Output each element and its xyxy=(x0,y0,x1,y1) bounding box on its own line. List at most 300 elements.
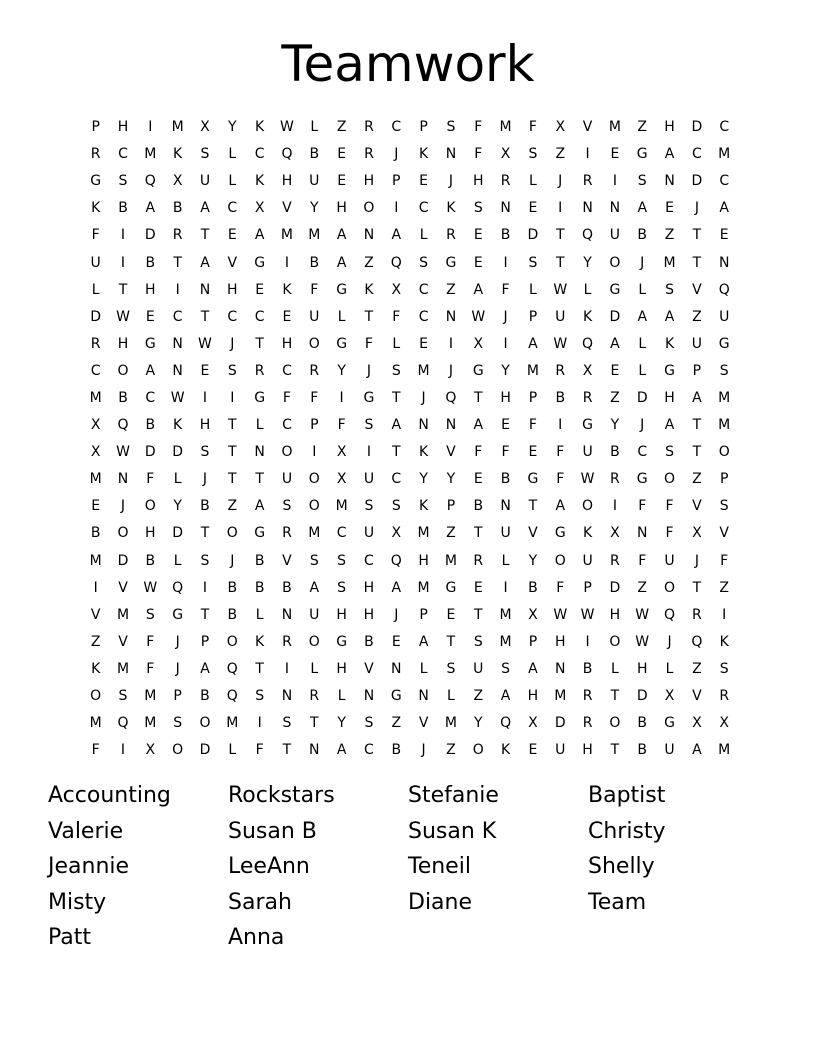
grid-letter: I xyxy=(284,660,290,677)
grid-letter: H xyxy=(554,633,566,650)
grid-letter: R xyxy=(473,552,484,569)
grid-row xyxy=(82,249,738,276)
grid-letter: C xyxy=(145,389,156,406)
grid-letter: I xyxy=(503,254,508,271)
grid-letter: R xyxy=(254,362,265,379)
grid-letter: U xyxy=(309,308,320,325)
grid-letter: E xyxy=(610,146,620,163)
grid-letter: K xyxy=(446,200,456,217)
grid-letter: O xyxy=(308,498,320,515)
grid-letter: S xyxy=(446,660,456,677)
grid-letter: D xyxy=(144,444,156,461)
grid-row xyxy=(82,493,738,520)
grid-letter: K xyxy=(91,660,101,677)
grid-letter: L xyxy=(419,660,428,677)
grid-letter: G xyxy=(582,417,593,434)
grid-letter: R xyxy=(364,119,374,136)
grid-letter: F xyxy=(474,119,483,136)
grid-letter: P xyxy=(419,606,428,623)
grid-letter: J xyxy=(175,660,180,677)
grid-letter: Q xyxy=(390,552,402,569)
grid-letter: G xyxy=(144,335,156,352)
grid-letter: H xyxy=(336,660,347,677)
grid-letter: Q xyxy=(226,660,238,677)
grid-letter: C xyxy=(254,308,265,325)
grid-letter: B xyxy=(172,200,183,217)
grid-letter: R xyxy=(610,471,620,488)
grid-letter: N xyxy=(363,227,375,244)
grid-letter: Q xyxy=(500,715,512,732)
grid-letter: G xyxy=(636,146,648,163)
grid-letter: F xyxy=(282,389,291,406)
grid-letter: B xyxy=(582,660,593,677)
grid-letter: N xyxy=(391,660,402,677)
grid-letter: B xyxy=(473,498,484,515)
grid-letter: G xyxy=(336,281,348,298)
grid-letter: I xyxy=(722,606,727,623)
grid-letter: T xyxy=(446,633,456,650)
grid-letter: S xyxy=(337,552,347,569)
grid-letter: J xyxy=(202,471,208,488)
grid-letter: G xyxy=(445,579,457,596)
grid-letter: V xyxy=(692,498,702,515)
grid-letter: O xyxy=(144,498,156,515)
grid-letter: X xyxy=(336,444,347,461)
grid-letter: T xyxy=(200,227,210,244)
grid-letter: Z xyxy=(692,308,702,325)
grid-letter: B xyxy=(309,254,320,271)
grid-letter: S xyxy=(337,579,347,596)
grid-letter: L xyxy=(419,227,428,244)
grid-letter: J xyxy=(694,200,699,217)
grid-letter: L xyxy=(638,281,647,298)
grid-letter: H xyxy=(145,525,156,542)
grid-letter: S xyxy=(719,498,729,515)
grid-row xyxy=(82,168,738,195)
grid-letter: C xyxy=(282,417,292,434)
word-list-item: Shelly xyxy=(588,854,655,879)
grid-letter: M xyxy=(554,688,567,705)
page-title: Teamwork xyxy=(281,35,535,93)
grid-letter: B xyxy=(227,606,238,623)
grid-letter: I xyxy=(558,417,563,434)
grid-letter: C xyxy=(719,119,730,136)
grid-letter: J xyxy=(394,146,399,163)
grid-letter: Z xyxy=(90,633,101,650)
grid-letter: E xyxy=(719,227,729,244)
grid-letter: D xyxy=(609,308,621,325)
grid-letter: P xyxy=(419,119,428,136)
grid-row xyxy=(82,385,738,412)
word-list-item: Teneil xyxy=(408,854,471,879)
grid-letter: S xyxy=(419,254,429,271)
grid-letter: N xyxy=(172,335,183,352)
grid-letter: A xyxy=(391,579,402,596)
grid-letter: M xyxy=(89,389,102,406)
grid-letter: N xyxy=(555,660,566,677)
grid-letter: V xyxy=(528,525,538,542)
grid-letter: V xyxy=(118,579,128,596)
grid-letter: H xyxy=(582,742,593,759)
grid-letter: D xyxy=(90,308,102,325)
grid-letter: M xyxy=(663,254,676,271)
grid-letter: K xyxy=(173,146,183,163)
grid-letter: A xyxy=(692,742,702,759)
grid-letter: L xyxy=(255,606,264,623)
grid-letter: B xyxy=(555,389,566,406)
grid-letter: E xyxy=(419,335,429,352)
grid-letter: S xyxy=(364,498,374,515)
grid-letter: L xyxy=(255,417,264,434)
grid-letter: J xyxy=(120,498,126,515)
word-list-item: Jeannie xyxy=(48,854,130,879)
grid-letter: U xyxy=(473,660,484,677)
grid-letter: G xyxy=(336,335,348,352)
grid-letter: T xyxy=(310,715,319,732)
grid-letter: Z xyxy=(637,579,648,596)
grid-letter: M xyxy=(308,525,321,542)
grid-letter: F xyxy=(501,281,510,298)
grid-letter: D xyxy=(172,444,184,461)
grid-letter: C xyxy=(719,173,730,190)
grid-letter: A xyxy=(418,633,429,650)
grid-letter: T xyxy=(610,742,620,759)
grid-letter: F xyxy=(91,227,100,244)
grid-letter: N xyxy=(309,742,320,759)
grid-letter: T xyxy=(255,660,264,677)
grid-letter: U xyxy=(500,525,511,542)
grid-letter: G xyxy=(254,525,266,542)
grid-letter: U xyxy=(555,742,566,759)
grid-letter: E xyxy=(528,742,538,759)
grid-letter: W xyxy=(635,606,650,623)
grid-letter: C xyxy=(118,146,128,163)
grid-letter: B xyxy=(90,525,101,542)
grid-letter: B xyxy=(364,633,374,650)
grid-letter: S xyxy=(473,200,483,217)
grid-letter: B xyxy=(200,498,210,515)
grid-letter: D xyxy=(527,227,539,244)
grid-letter: U xyxy=(309,173,320,190)
grid-letter: M xyxy=(417,525,430,542)
grid-letter: R xyxy=(692,606,702,623)
word-list-item: Team xyxy=(588,889,647,915)
grid-letter: A xyxy=(473,417,484,434)
grid-letter: Y xyxy=(419,471,428,488)
word-list-item: LeeAnn xyxy=(228,854,310,879)
grid-letter: B xyxy=(145,552,156,569)
grid-letter: N xyxy=(281,606,293,623)
grid-letter: T xyxy=(610,688,620,705)
grid-letter: P xyxy=(692,362,702,379)
grid-letter: H xyxy=(363,579,375,596)
grid-row xyxy=(82,195,738,222)
grid-letter: C xyxy=(637,444,648,461)
grid-letter: I xyxy=(585,633,590,650)
grid-letter: S xyxy=(719,660,729,677)
grid-row xyxy=(82,222,738,249)
grid-letter: I xyxy=(612,173,617,190)
grid-letter: O xyxy=(90,688,102,705)
grid-letter: H xyxy=(281,173,293,190)
grid-letter: S xyxy=(309,552,319,569)
grid-letter: S xyxy=(200,146,210,163)
grid-letter: I xyxy=(394,200,399,217)
grid-letter: E xyxy=(473,227,483,244)
grid-letter: N xyxy=(609,200,621,217)
grid-letter: Q xyxy=(172,579,184,596)
grid-letter: H xyxy=(199,417,211,434)
grid-letter: G xyxy=(172,606,184,623)
grid-letter: N xyxy=(172,362,183,379)
grid-letter: L xyxy=(310,119,319,136)
grid-letter: A xyxy=(254,227,265,244)
grid-letter: U xyxy=(664,742,675,759)
grid-letter: H xyxy=(664,119,675,136)
grid-letter: V xyxy=(364,660,374,677)
grid-letter: C xyxy=(418,281,429,298)
word-search-grid xyxy=(82,114,738,764)
grid-letter: I xyxy=(230,389,235,406)
grid-letter: G xyxy=(90,173,102,190)
grid-letter: K xyxy=(255,633,265,650)
grid-letter: G xyxy=(664,362,675,379)
grid-letter: R xyxy=(582,715,593,732)
grid-letter: X xyxy=(719,715,729,732)
grid-letter: F xyxy=(556,471,565,488)
grid-letter: U xyxy=(555,308,566,325)
grid-letter: E xyxy=(145,308,155,325)
grid-letter: S xyxy=(528,254,538,271)
grid-letter: C xyxy=(254,146,265,163)
grid-letter: L xyxy=(638,335,647,352)
grid-letter: N xyxy=(445,417,457,434)
grid-letter: E xyxy=(419,173,429,190)
grid-letter: J xyxy=(421,742,426,759)
grid-letter: Z xyxy=(664,227,675,244)
grid-letter: L xyxy=(447,688,455,705)
grid-letter: B xyxy=(200,688,210,705)
grid-letter: E xyxy=(665,200,674,217)
grid-letter: J xyxy=(667,633,672,650)
grid-letter: O xyxy=(609,715,621,732)
grid-letter: U xyxy=(199,173,211,190)
grid-letter: A xyxy=(719,200,729,217)
grid-letter: X xyxy=(664,688,675,705)
grid-row xyxy=(82,575,738,602)
grid-letter: Q xyxy=(664,606,676,623)
grid-letter: R xyxy=(309,362,320,379)
grid-letter: A xyxy=(692,389,702,406)
grid-letter: T xyxy=(200,525,210,542)
grid-letter: N xyxy=(363,688,375,705)
grid-letter: B xyxy=(227,579,238,596)
grid-letter: T xyxy=(555,227,565,244)
grid-letter: U xyxy=(582,552,593,569)
grid-letter: A xyxy=(664,308,675,325)
grid-letter: T xyxy=(473,525,483,542)
grid-letter: F xyxy=(528,417,537,434)
grid-letter: S xyxy=(719,362,729,379)
grid-letter: L xyxy=(228,146,237,163)
grid-letter: O xyxy=(308,633,320,650)
grid-letter: C xyxy=(227,200,238,217)
grid-letter: B xyxy=(637,742,648,759)
grid-letter: B xyxy=(254,552,265,569)
grid-letter: Q xyxy=(390,254,402,271)
grid-letter: S xyxy=(446,119,456,136)
grid-letter: R xyxy=(446,227,456,244)
grid-letter: T xyxy=(282,742,292,759)
grid-letter: J xyxy=(448,362,453,379)
grid-letter: U xyxy=(664,552,675,569)
grid-letter: A xyxy=(200,254,210,271)
grid-letter: L xyxy=(501,552,510,569)
grid-letter: M xyxy=(526,362,539,379)
grid-letter: D xyxy=(172,525,184,542)
grid-letter: A xyxy=(200,660,210,677)
grid-letter: N xyxy=(117,471,129,488)
grid-row xyxy=(82,114,738,141)
grid-letter: B xyxy=(118,389,128,406)
grid-letter: H xyxy=(664,389,675,406)
grid-letter: A xyxy=(637,308,648,325)
grid-row xyxy=(82,683,738,710)
grid-letter: O xyxy=(281,444,293,461)
grid-letter: Z xyxy=(610,389,620,406)
grid-letter: J xyxy=(175,633,180,650)
grid-letter: S xyxy=(200,552,210,569)
grid-letter: L xyxy=(529,173,537,190)
grid-letter: G xyxy=(254,389,266,406)
grid-letter: I xyxy=(503,335,508,352)
grid-letter: M xyxy=(280,227,293,244)
grid-letter: B xyxy=(145,254,156,271)
grid-letter: I xyxy=(339,389,344,406)
grid-letter: Y xyxy=(173,498,182,515)
grid-letter: B xyxy=(528,579,538,596)
grid-letter: K xyxy=(419,498,429,515)
grid-letter: F xyxy=(665,525,674,542)
grid-letter: A xyxy=(145,362,156,379)
grid-letter: S xyxy=(473,633,483,650)
grid-letter: U xyxy=(281,471,293,488)
word-list-item: Baptist xyxy=(588,783,666,808)
grid-letter: R xyxy=(282,525,292,542)
grid-letter: H xyxy=(500,389,511,406)
grid-letter: F xyxy=(392,308,401,325)
grid-letter: V xyxy=(692,281,702,298)
grid-letter: D xyxy=(144,227,156,244)
grid-letter: O xyxy=(472,742,484,759)
grid-letter: F xyxy=(337,417,346,434)
grid-letter: T xyxy=(255,471,264,488)
grid-letter: F xyxy=(146,633,155,650)
grid-letter: L xyxy=(392,335,401,352)
grid-letter: F xyxy=(364,335,373,352)
grid-letter: N xyxy=(664,173,675,190)
grid-letter: U xyxy=(309,606,320,623)
grid-letter: Y xyxy=(337,715,346,732)
grid-letter: H xyxy=(363,173,375,190)
word-list-item: Stefanie xyxy=(408,783,499,808)
grid-letter: T xyxy=(692,444,702,461)
grid-letter: E xyxy=(337,173,347,190)
grid-letter: I xyxy=(202,389,208,406)
grid-letter: M xyxy=(718,742,731,759)
grid-letter: A xyxy=(336,742,347,759)
grid-letter: L xyxy=(638,362,647,379)
grid-letter: I xyxy=(612,498,617,515)
grid-letter: U xyxy=(90,254,101,271)
grid-letter: K xyxy=(255,173,265,190)
grid-letter: G xyxy=(445,254,457,271)
grid-letter: V xyxy=(719,525,729,542)
grid-row xyxy=(82,520,738,547)
grid-letter: P xyxy=(719,471,729,488)
grid-letter: N xyxy=(636,525,648,542)
word-list-item: Accounting xyxy=(48,783,171,808)
grid-letter: X xyxy=(528,715,538,732)
grid-letter: Q xyxy=(144,173,156,190)
grid-letter: W xyxy=(553,281,568,298)
grid-letter: Z xyxy=(446,525,456,542)
grid-letter: V xyxy=(227,254,238,271)
grid-letter: Z xyxy=(336,119,347,136)
grid-letter: G xyxy=(636,471,648,488)
grid-row xyxy=(82,358,738,385)
grid-letter: T xyxy=(692,227,702,244)
grid-letter: O xyxy=(718,444,730,461)
grid-letter: R xyxy=(309,688,320,705)
grid-letter: H xyxy=(472,173,484,190)
grid-letter: F xyxy=(474,146,483,163)
grid-letter: F xyxy=(665,498,674,515)
grid-letter: C xyxy=(691,146,702,163)
grid-letter: K xyxy=(419,146,429,163)
grid-letter: X xyxy=(336,471,347,488)
grid-letter: U xyxy=(691,335,702,352)
grid-letter: T xyxy=(228,417,237,434)
grid-letter: E xyxy=(473,579,483,596)
grid-letter: X xyxy=(172,173,183,190)
grid-letter: R xyxy=(582,173,593,190)
grid-letter: K xyxy=(419,444,429,461)
grid-letter: G xyxy=(718,335,730,352)
grid-letter: T xyxy=(200,606,210,623)
grid-letter: F xyxy=(638,552,647,569)
grid-letter: Y xyxy=(528,552,538,569)
grid-letter: H xyxy=(145,281,156,298)
grid-letter: G xyxy=(609,281,621,298)
grid-letter: N xyxy=(445,308,457,325)
grid-letter: Q xyxy=(281,146,293,163)
grid-letter: O xyxy=(554,552,566,569)
grid-letter: W xyxy=(116,308,130,325)
grid-letter: C xyxy=(364,742,374,759)
grid-letter: I xyxy=(312,444,317,461)
grid-letter: P xyxy=(528,389,538,406)
grid-letter: I xyxy=(202,579,208,596)
grid-letter: Z xyxy=(692,471,702,488)
grid-letter: C xyxy=(172,308,183,325)
word-list-item: Susan B xyxy=(228,818,317,844)
word-list-item: Patt xyxy=(48,925,92,950)
grid-letter: X xyxy=(473,335,484,352)
grid-letter: E xyxy=(501,417,511,434)
grid-letter: X xyxy=(528,606,538,623)
grid-letter: D xyxy=(636,688,648,705)
